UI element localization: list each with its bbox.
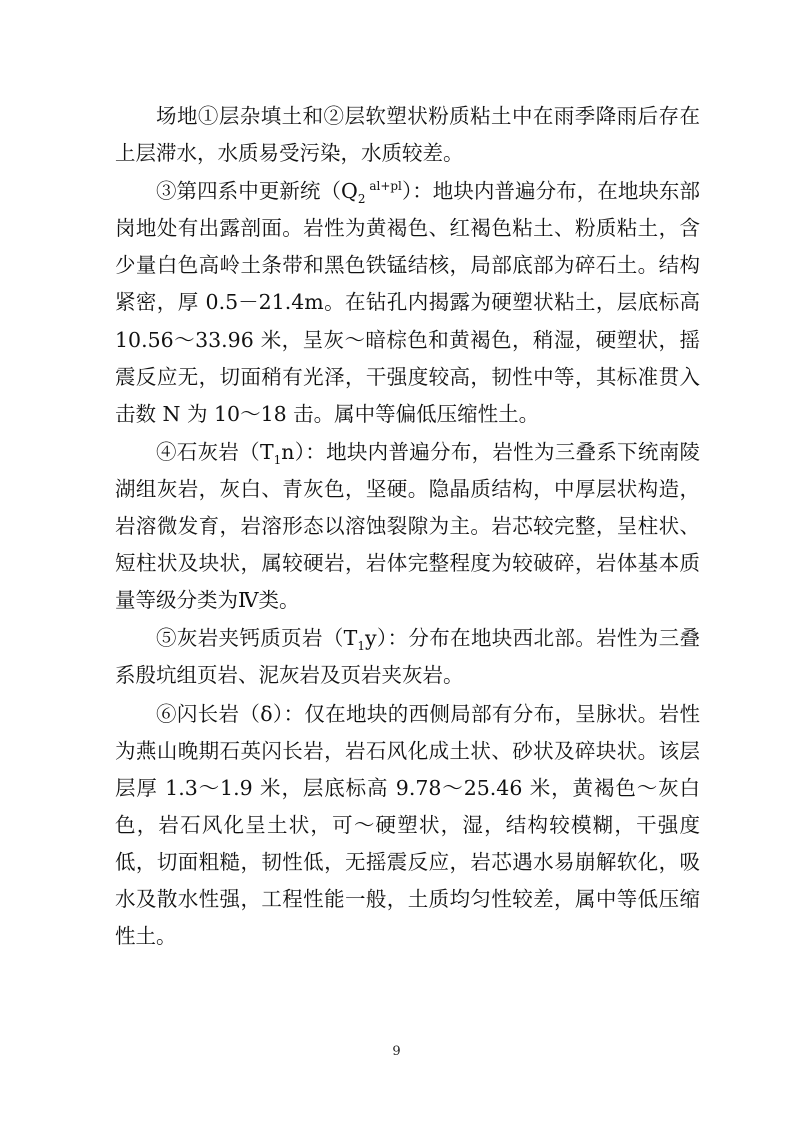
formula-subscript: 1 [357, 639, 365, 654]
paragraph-text: 场地①层杂填土和②层软塑状粉质粘土中在雨季降雨后存在上层滞水，水质易受污染，水质较差。 [115, 104, 700, 166]
paragraph-text-rest: ）：地块内普遍分布，在地块东部岗地处有出露剖面。岩性为黄褐色、红褐色粘土、粉质粘土，含少量白色高岭土条带和黑色铁锰结核，局部底部为碎石土。结构紧密，厚 0.5－21.4m。在钻孔内揭露为硬塑状粘土，层底标高 10.56～33.96 米，呈灰～暗棕色和黄褐色，稍湿，硬塑状，摇震反应无，切面稍有光泽，干强度较高，韧性中等，其标准贯入击数 N 为 10～18 击。属中等偏低压缩性土。 [115, 179, 700, 426]
formula-subscript: 1 [273, 452, 282, 467]
formula-superscript: al+pl [365, 179, 402, 194]
page-number: 9 [392, 1044, 401, 1059]
paragraph-text-start: ⑤灰岩夹钙质页岩（T [156, 626, 358, 651]
formula-subscript: 2 [357, 192, 366, 207]
paragraph-text: ⑥闪长岩（δ）：仅在地块的西侧局部有分布，呈脉状。岩性为燕山晚期石英闪长岩，岩石风化成土状、砂状及碎块状。该层层厚 1.3～1.9 米，层底标高 9.78～25.46 米，黄褐色～灰白色，岩石风化呈土状，可～硬塑状，湿，结构较模糊，干强度低，切面粗糙，韧性低，无摇震反应，岩芯遇水易崩解软化，吸水及散水性强，工程性能一般，土质均匀性较差，属中等低压缩性土。 [115, 701, 700, 949]
paragraph-limestone [115, 434, 700, 619]
paragraph-perched-water [115, 98, 700, 172]
paragraph-quaternary-clay [115, 173, 700, 433]
body-text [115, 98, 700, 956]
paragraph-limestone-shale [115, 620, 700, 694]
paragraph-diorite [115, 696, 700, 956]
paragraph-text-start: ④石灰岩（T [156, 439, 274, 464]
paragraph-text-rest: n）：地块内普遍分布，岩性为三叠系下统南陵湖组灰岩，灰白、青灰色，坚硬。隐晶质结构，中厚层状构造，岩溶微发育，岩溶形态以溶蚀裂隙为主。岩芯较完整，呈柱状、短柱状及块状，属较硬岩，岩体完整程度为较破碎，岩体基本质量等级分类为Ⅳ类。 [115, 439, 700, 613]
paragraph-text-start: ③第四系中更新统（Q [156, 179, 358, 204]
paragraph-text-rest: y）：分布在地块西北部。岩性为三叠系殷坑组页岩、泥灰岩及页岩夹灰岩。 [115, 626, 700, 688]
